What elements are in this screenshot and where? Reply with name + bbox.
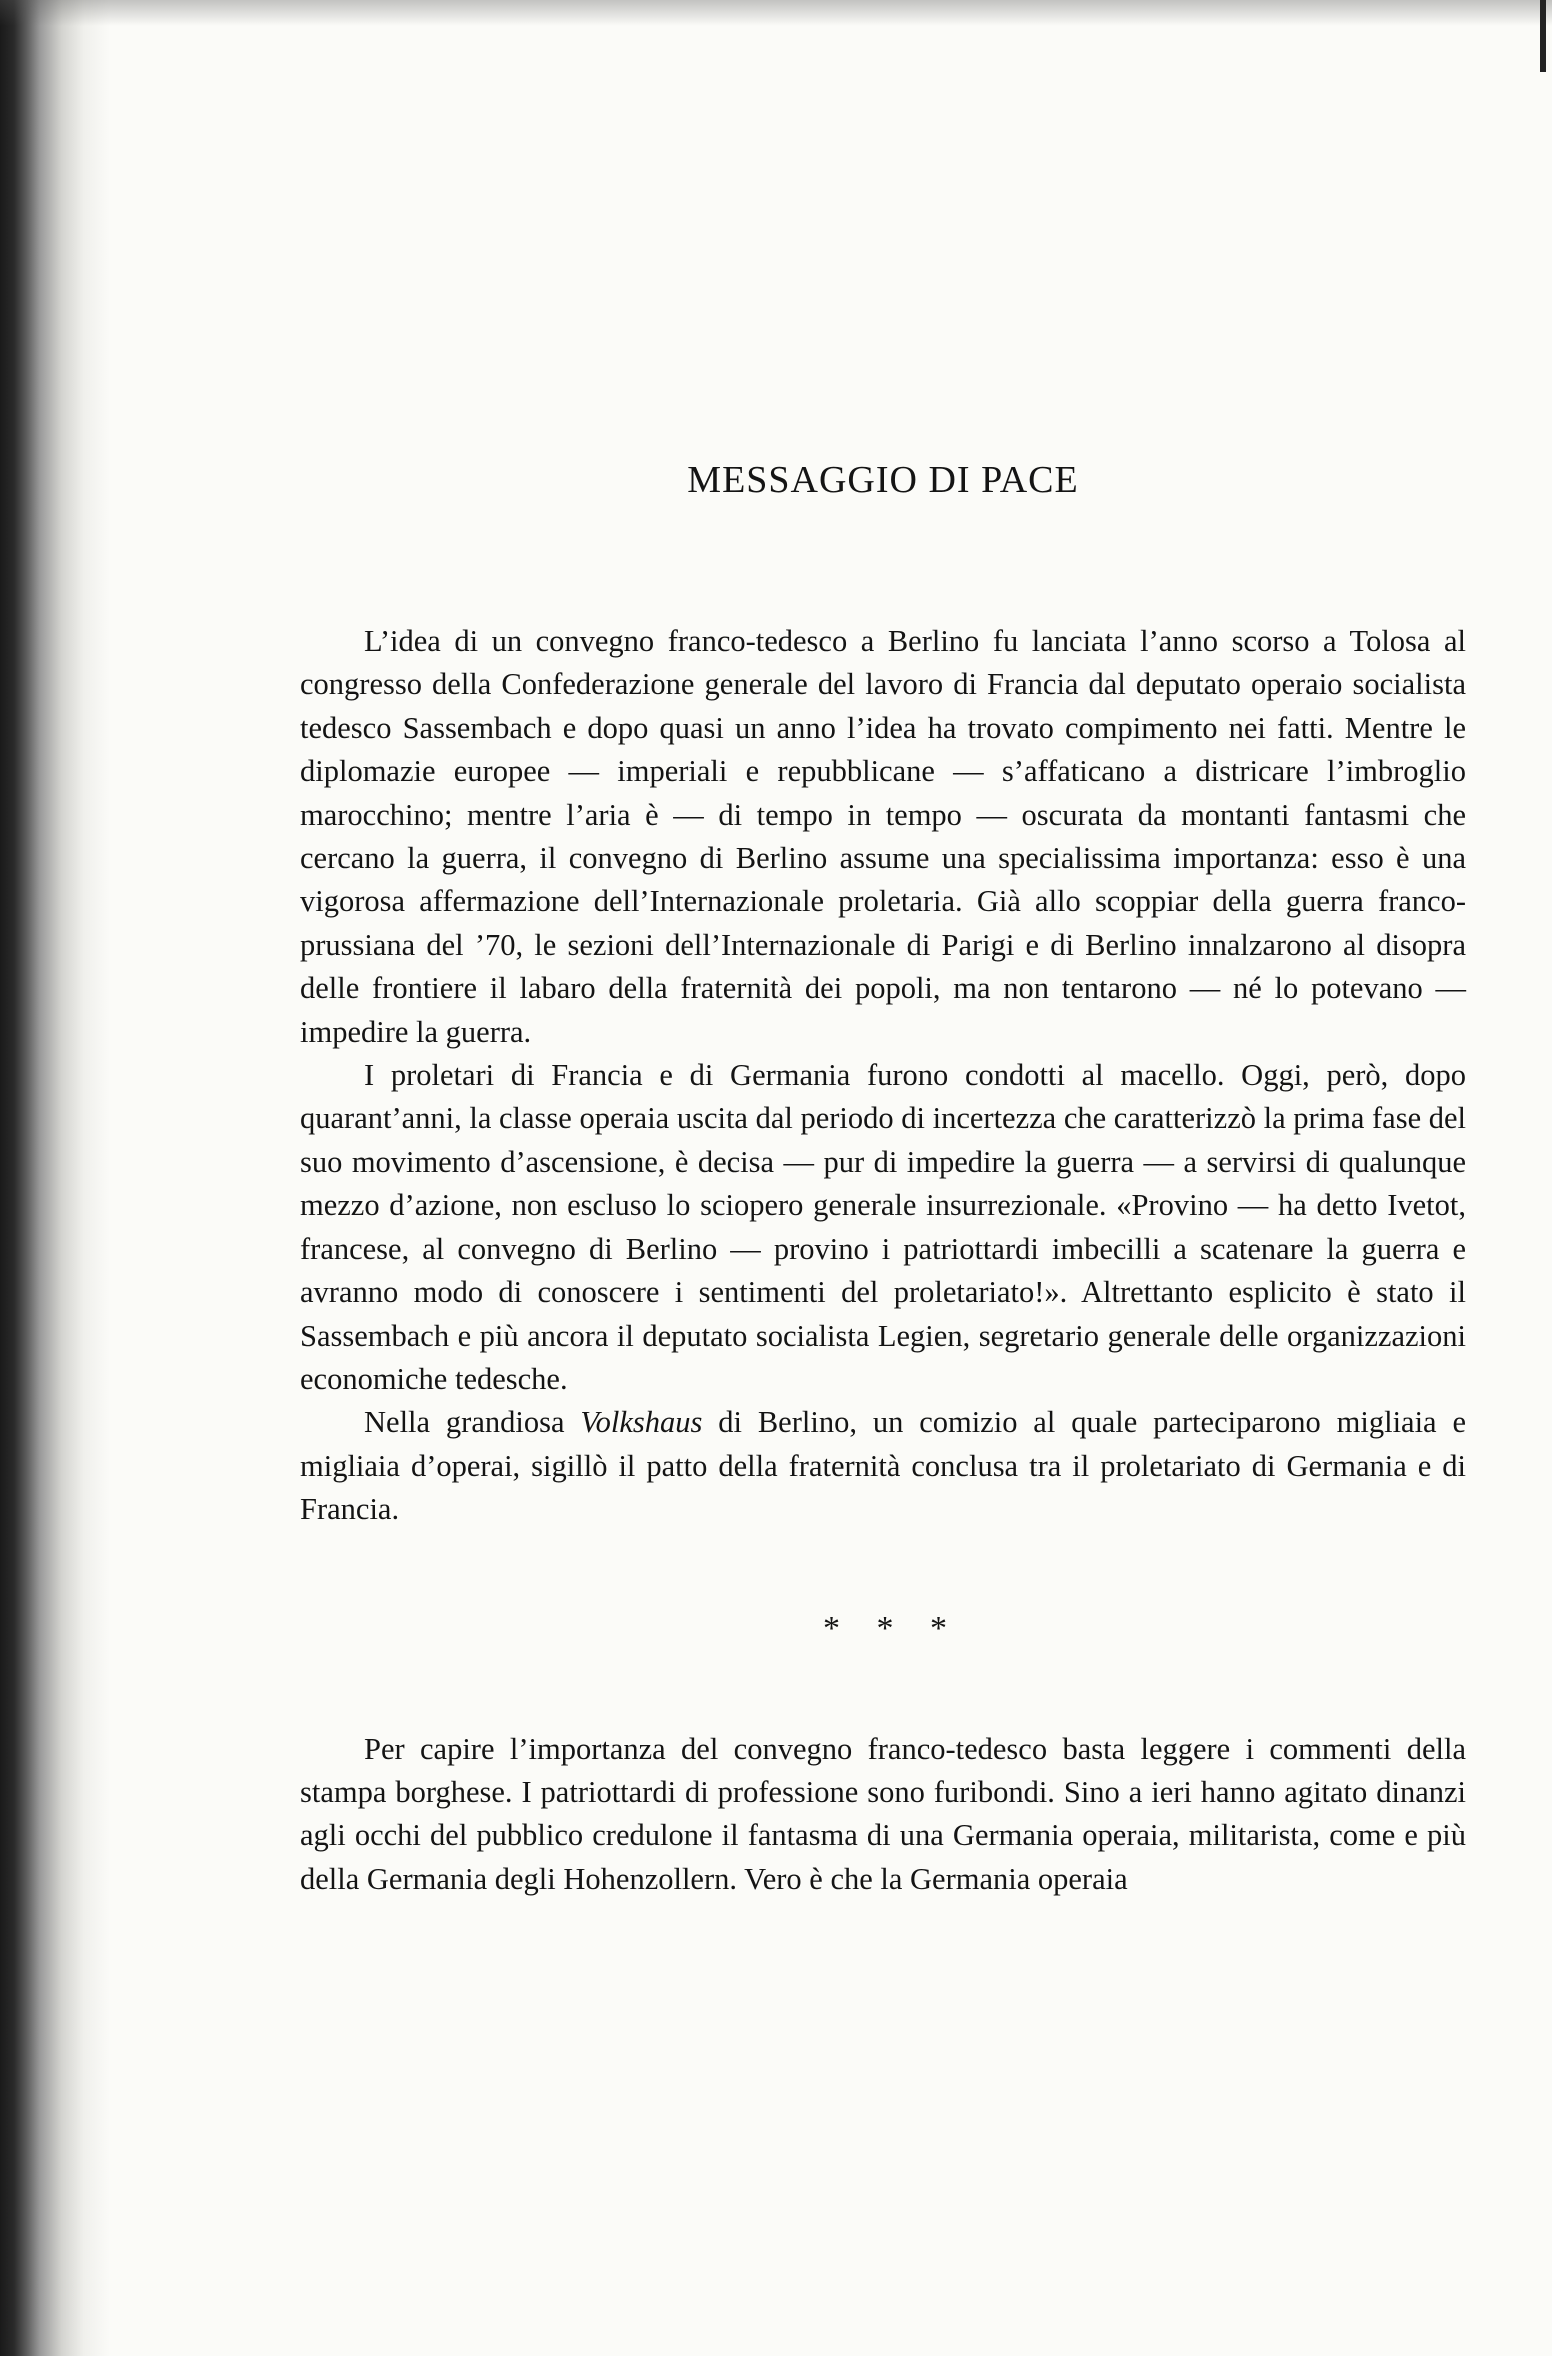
paragraph-2-text: I proletari di Francia e di Germania furono condotti al macello. Oggi, però, dopo quarant’anni, la classe operaia uscita dal periodo di incertezza che caratterizzò la prima fase del suo movimento d’ascensione, è decisa — pur di impedire la guerra — a servirsi di qualunque mezzo d’azione, non escluso lo sciopero generale insurrezionale. «Provino — ha detto Ivetot, francese, al convegno di Berlino — provino i patriottardi imbecilli a scatenare la guerra e avranno modo di conoscere i sentimenti del proletariato!». Altrettanto esplicito è stato il Sassembach e più ancora il deputato socialista Legien, segretario generale delle organizzazioni economiche tedesche. xyxy=(300,1058,1466,1396)
paragraph-3 xyxy=(300,1401,1466,1531)
volkshaus-italic: Volkshaus xyxy=(580,1405,703,1440)
closing-paragraph: Per capire l’importanza del convegno franco-tedesco basta leggere i commenti della stampa borghese. I patriottardi di professione sono furibondi. Sino a ieri hanno agitato dinanzi agli occhi del pubblico credulone il fantasma di una Germania operaia, militarista, come e più della Germania degli Hohenzollern. Vero è che la Germania operaia xyxy=(300,1731,1466,1896)
scan-top-edge xyxy=(0,0,1552,26)
scan-gutter-shadow xyxy=(0,0,110,2356)
paragraph-2 xyxy=(300,1054,1466,1401)
book-page xyxy=(300,458,1466,1901)
paragraph-1 xyxy=(300,620,1466,1054)
section-divider: * * * xyxy=(823,1609,961,1647)
scan-edge-mark xyxy=(1540,0,1546,72)
paragraph-1-text: L’idea di un convegno franco-tedesco a Berlino fu lanciata l’anno scorso a Tolosa al congresso della Confederazione generale del lavoro di Francia dal deputato operaio socialista tedesco Sassembach e dopo quasi un anno l’idea ha trovato compimento nei fatti. Mentre le diplomazie europee — imperiali e repubblicane — s’affaticano a districare l’imbroglio marocchino; mentre l’aria è — di tempo in tempo — oscurata da montanti fantasmi che cercano la guerra, il convegno di Berlino assume una specialissima importanza: esso è una vigorosa affermazione dell’Internazionale proletaria. Già allo scoppiar della guerra franco-prussiana del ’70, le sezioni dell’Internazionale di Parigi e di Berlino innalzarono al disopra delle frontiere il labaro della fraternità dei popoli, ma non tentarono — né lo potevano — impedire la guerra. xyxy=(300,624,1466,1049)
page-title: MESSAGGIO DI PACE xyxy=(687,459,1079,501)
paragraph-3-text-start: Nella grandiosa xyxy=(364,1405,581,1440)
paragraph-3-text-end: di Berlino, un comizio al quale parteciparono migliaia e migliaia d’operai, sigillò il patto della fraternità conclusa tra il proletariato di Germania e di Francia. xyxy=(300,1405,1466,1527)
